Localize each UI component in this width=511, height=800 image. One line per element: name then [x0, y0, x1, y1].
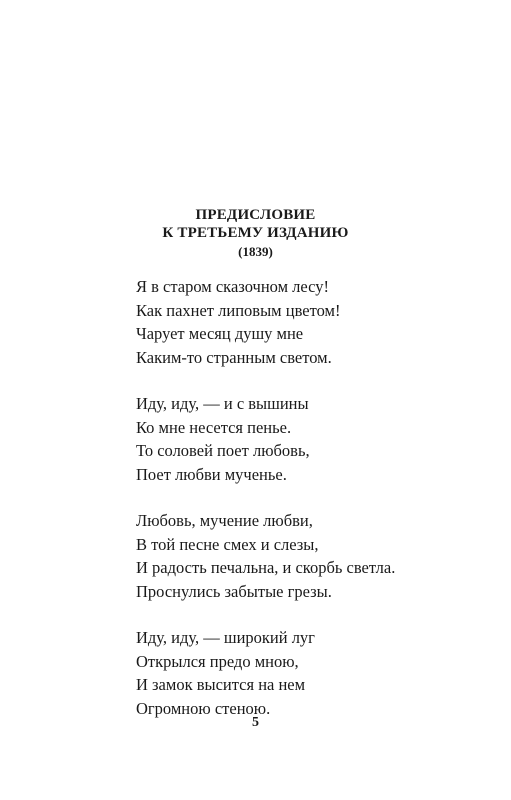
stanza-4	[136, 626, 476, 720]
verse-line: Чарует месяц душу мне	[136, 324, 304, 343]
verse-line: Ко мне несется пенье.	[136, 417, 292, 437]
heading-year: (1839)	[238, 244, 273, 259]
verse-line: Иду, иду, — широкий луг	[136, 628, 315, 647]
verse-line: Проснулись забытые грезы.	[136, 581, 332, 601]
stanza-3	[136, 509, 476, 603]
verse-line: Любовь, мучение любви,	[136, 511, 313, 530]
heading-title: ПРЕДИСЛОВИЕ	[195, 207, 316, 223]
chapter-heading	[0, 206, 511, 260]
heading-subtitle: К ТРЕТЬЕМУ ИЗДАНИЮ	[162, 225, 349, 241]
stanza-1	[136, 275, 476, 369]
stanza-2	[136, 392, 476, 486]
verse-line: Открылся предо мною,	[136, 651, 299, 671]
verse-line: Огромною стеною.	[136, 698, 271, 718]
poem	[136, 275, 476, 743]
verse-line: И радость печальна, и скорбь светла.	[136, 558, 396, 577]
verse-line: Иду, иду, — и с вышины	[136, 394, 309, 413]
verse-line: Я в старом сказочном лесу!	[136, 277, 329, 296]
verse-line: Каким-то странным светом.	[136, 347, 332, 367]
verse-line: То соловей поет любовь,	[136, 441, 310, 460]
verse-line: Поет любви мученье.	[136, 464, 287, 484]
verse-line: В той песне смех и слезы,	[136, 534, 319, 554]
verse-line: И замок высится на нем	[136, 675, 306, 694]
verse-line: Как пахнет липовым цветом!	[136, 300, 341, 320]
page-number: 5	[252, 715, 259, 730]
